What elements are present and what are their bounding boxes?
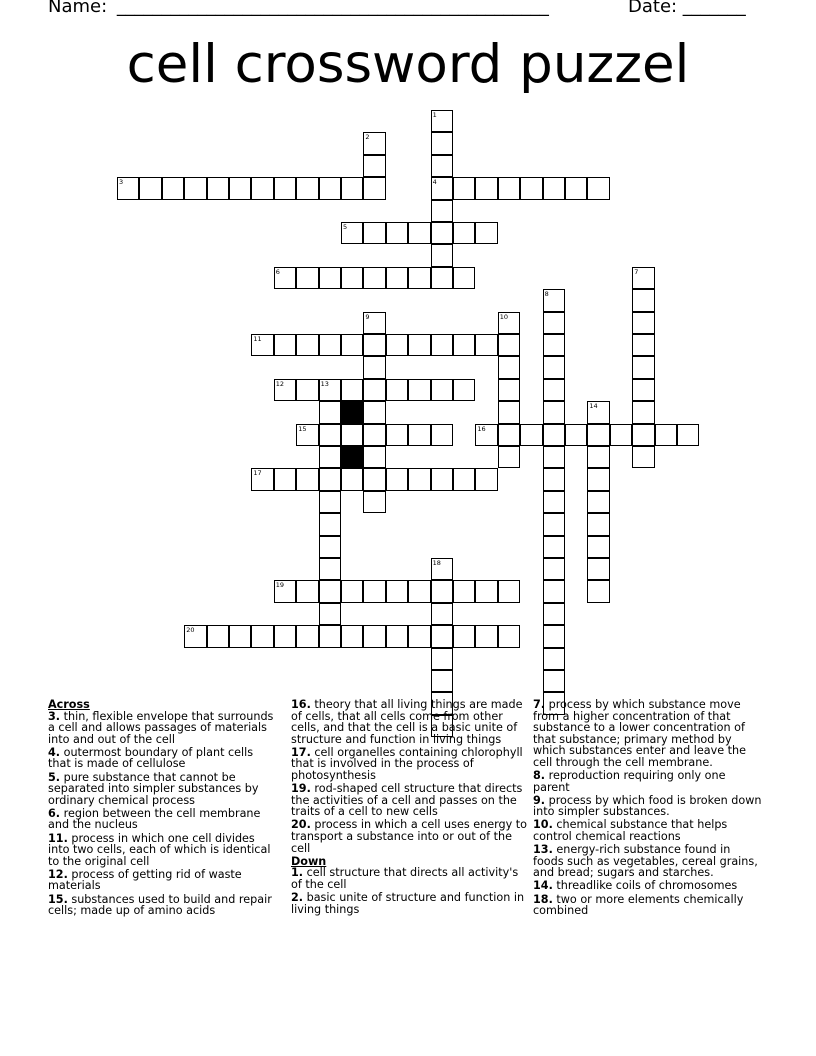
clue-item xyxy=(48,808,278,831)
grid-cell[interactable] xyxy=(587,491,609,513)
grid-cell[interactable] xyxy=(565,424,587,446)
clue-text: region between the cell membrane and the nucleus xyxy=(48,806,261,832)
clue-number: 18 xyxy=(432,559,441,567)
grid-cell[interactable] xyxy=(319,334,341,356)
grid-cell[interactable] xyxy=(632,312,654,334)
grid-cell[interactable] xyxy=(431,670,453,692)
grid-cell[interactable] xyxy=(498,356,520,378)
clue-text: substances used to build and repair cells; made up of amino acids xyxy=(48,892,272,918)
grid-cell[interactable] xyxy=(498,334,520,356)
grid-cell[interactable] xyxy=(475,580,497,602)
clue-number: 8 xyxy=(544,290,549,299)
grid-cell[interactable] xyxy=(274,580,296,602)
grid-cell[interactable] xyxy=(632,379,654,401)
grid-cell[interactable] xyxy=(363,132,385,154)
grid-cell[interactable] xyxy=(587,536,609,558)
clue-text: process in which one cell divides into two cells, each of which is identical to the original cell xyxy=(48,831,271,868)
grid-cell[interactable] xyxy=(431,110,453,132)
grid-cell[interactable] xyxy=(431,558,453,580)
clue-text: process by which food is broken down into simpler substances. xyxy=(533,793,762,819)
clue-number-label: 7. xyxy=(533,698,546,711)
grid-cell[interactable] xyxy=(386,424,408,446)
grid-cell[interactable] xyxy=(475,424,497,446)
grid-cell[interactable] xyxy=(274,379,296,401)
grid-cell[interactable] xyxy=(565,177,587,199)
clue-number: 10 xyxy=(499,312,509,321)
blocked-cell xyxy=(341,446,363,468)
grid-cell[interactable] xyxy=(363,177,385,199)
grid-cell[interactable] xyxy=(543,513,565,535)
grid-cell[interactable] xyxy=(363,491,385,513)
grid-cell[interactable] xyxy=(408,334,430,356)
clue-number-label: 9. xyxy=(533,793,546,807)
grid-cell[interactable] xyxy=(319,625,341,647)
grid-cell[interactable] xyxy=(431,648,453,670)
grid-cell[interactable] xyxy=(274,625,296,647)
clue-number: 20 xyxy=(186,626,195,635)
grid-cell[interactable] xyxy=(319,424,341,446)
grid-cell[interactable] xyxy=(319,536,341,558)
grid-cell[interactable] xyxy=(162,177,184,199)
grid-cell[interactable] xyxy=(319,513,341,535)
grid-cell[interactable] xyxy=(319,491,341,513)
grid-cell[interactable] xyxy=(319,468,341,490)
clue-item xyxy=(533,880,763,892)
grid-cell[interactable] xyxy=(363,468,385,490)
grid-cell[interactable] xyxy=(453,468,475,490)
grid-cell[interactable] xyxy=(543,558,565,580)
grid-cell[interactable] xyxy=(632,289,654,311)
grid-cell[interactable] xyxy=(543,491,565,513)
grid-cell[interactable] xyxy=(655,424,677,446)
clue-text: cell structure that directs all activity's of the cell xyxy=(291,866,519,891)
clue-text: pure substance that cannot be separated into simpler substances by ordinary chemical process xyxy=(48,770,259,807)
clue-number-label: 15. xyxy=(48,892,68,906)
grid-cell[interactable] xyxy=(431,334,453,356)
clue-item xyxy=(533,795,763,818)
grid-cell[interactable] xyxy=(543,625,565,647)
grid-cell[interactable] xyxy=(431,580,453,602)
grid-cell[interactable] xyxy=(431,625,453,647)
clue-number-label: 18. xyxy=(533,892,553,906)
grid-cell[interactable] xyxy=(274,267,296,289)
grid-cell[interactable] xyxy=(386,222,408,244)
grid-cell[interactable] xyxy=(453,580,475,602)
grid-cell[interactable] xyxy=(431,379,453,401)
grid-cell[interactable] xyxy=(475,334,497,356)
grid-cell[interactable] xyxy=(251,625,273,647)
grid-cell[interactable] xyxy=(543,468,565,490)
clue-text: outermost boundary of plant cells that is made of cellulose xyxy=(48,745,254,771)
grid-cell[interactable] xyxy=(363,312,385,334)
grid-cell[interactable] xyxy=(498,312,520,334)
grid-cell[interactable] xyxy=(520,177,542,199)
grid-cell[interactable] xyxy=(543,312,565,334)
clue-number-label: 4. xyxy=(48,745,61,759)
grid-cell[interactable] xyxy=(543,536,565,558)
grid-cell[interactable] xyxy=(475,625,497,647)
grid-cell[interactable] xyxy=(543,424,565,446)
grid-cell[interactable] xyxy=(587,446,609,468)
grid-cell[interactable] xyxy=(363,379,385,401)
name-field[interactable]: ________________________________________________ xyxy=(116,0,549,17)
grid-cell[interactable] xyxy=(229,625,251,647)
grid-cell[interactable] xyxy=(184,177,206,199)
grid-cell[interactable] xyxy=(677,424,699,446)
clue-number: 6 xyxy=(275,267,280,276)
grid-cell[interactable] xyxy=(408,625,430,647)
grid-cell[interactable] xyxy=(296,177,318,199)
clue-number-label: 13. xyxy=(533,843,553,857)
grid-cell[interactable] xyxy=(431,222,453,244)
grid-cell[interactable] xyxy=(498,401,520,423)
clue-text: theory that all living things are made of cells, that all cells come from other cells, and that the cell is a basic unite of structure and function in living things xyxy=(291,698,523,746)
clue-number: 19 xyxy=(275,581,285,590)
clue-number: 2 xyxy=(365,133,370,142)
grid-cell[interactable] xyxy=(207,177,229,199)
clue-number: 4 xyxy=(432,178,437,187)
grid-cell[interactable] xyxy=(431,132,453,154)
grid-cell[interactable] xyxy=(319,580,341,602)
grid-cell[interactable] xyxy=(363,334,385,356)
grid-cell[interactable] xyxy=(408,468,430,490)
grid-cell[interactable] xyxy=(543,446,565,468)
clue-item xyxy=(48,833,278,868)
grid-cell[interactable] xyxy=(341,222,363,244)
grid-cell[interactable] xyxy=(543,177,565,199)
clue-text: threadlike coils of chromosomes xyxy=(552,879,738,893)
grid-cell[interactable] xyxy=(453,177,475,199)
clue-item xyxy=(48,711,278,746)
clue-number-label: 5. xyxy=(48,770,61,784)
grid-cell[interactable] xyxy=(341,334,363,356)
grid-cell[interactable] xyxy=(632,334,654,356)
clue-number: 15 xyxy=(298,424,307,433)
grid-cell[interactable] xyxy=(386,379,408,401)
grid-cell[interactable] xyxy=(363,356,385,378)
grid-cell[interactable] xyxy=(341,625,363,647)
grid-cell[interactable] xyxy=(251,468,273,490)
grid-cell[interactable] xyxy=(341,468,363,490)
clue-item xyxy=(533,770,763,793)
grid-cell[interactable] xyxy=(587,424,609,446)
grid-cell[interactable] xyxy=(431,200,453,222)
grid-cell[interactable] xyxy=(632,267,654,289)
clue-number-label: 16. xyxy=(291,698,311,711)
grid-cell[interactable] xyxy=(632,356,654,378)
clue-item xyxy=(291,892,527,915)
clue-item xyxy=(48,894,278,917)
blocked-cell xyxy=(341,401,363,423)
clue-number-label: 1. xyxy=(291,866,304,880)
grid-cell[interactable] xyxy=(453,334,475,356)
clue-text: energy-rich substance found in foods such as vegetables, cereal grains, and bread; sugars and starches. xyxy=(533,843,758,880)
grid-cell[interactable] xyxy=(296,334,318,356)
clue-text: basic unite of structure and function in living things xyxy=(291,891,525,916)
clue-number: 13 xyxy=(320,379,329,388)
grid-cell[interactable] xyxy=(498,177,520,199)
clue-item xyxy=(48,869,278,892)
clue-number-label: 11. xyxy=(48,831,68,845)
clue-number: 3 xyxy=(119,178,124,187)
grid-cell[interactable] xyxy=(139,177,161,199)
clue-number: 9 xyxy=(365,312,370,321)
grid-cell[interactable] xyxy=(431,468,453,490)
grid-cell[interactable] xyxy=(296,424,318,446)
clue-text: chemical substance that helps control chemical reactions xyxy=(533,818,728,844)
grid-cell[interactable] xyxy=(319,558,341,580)
clue-section-heading: Across xyxy=(48,698,90,711)
grid-cell[interactable] xyxy=(632,401,654,423)
grid-cell[interactable] xyxy=(319,177,341,199)
clue-number-label: 19. xyxy=(291,782,311,796)
clues-column-3 xyxy=(533,699,763,918)
clue-number-label: 6. xyxy=(48,806,61,820)
clues-column-1 xyxy=(48,699,278,918)
grid-cell[interactable] xyxy=(498,424,520,446)
clue-text: process in which a cell uses energy to transport a substance into or out of the cell xyxy=(291,818,528,855)
name-label: Name: xyxy=(48,0,108,17)
clue-number: 12 xyxy=(275,379,285,388)
grid-cell[interactable] xyxy=(543,289,565,311)
grid-cell[interactable] xyxy=(475,468,497,490)
grid-cell[interactable] xyxy=(498,625,520,647)
clue-number-label: 2. xyxy=(291,891,304,904)
grid-cell[interactable] xyxy=(274,177,296,199)
clue-text: thin, flexible envelope that surrounds a cell and allows passages of materials into and out of the cell xyxy=(48,709,274,746)
grid-cell[interactable] xyxy=(453,222,475,244)
grid-cell[interactable] xyxy=(184,625,206,647)
grid-cell[interactable] xyxy=(632,424,654,446)
grid-cell[interactable] xyxy=(543,580,565,602)
grid-cell[interactable] xyxy=(319,446,341,468)
grid-cell[interactable] xyxy=(475,177,497,199)
grid-cell[interactable] xyxy=(498,580,520,602)
grid-cell[interactable] xyxy=(408,267,430,289)
grid-cell[interactable] xyxy=(207,625,229,647)
clue-number-label: 12. xyxy=(48,867,68,881)
grid-cell[interactable] xyxy=(341,580,363,602)
clue-text: process of getting rid of waste materials xyxy=(48,867,242,893)
grid-cell[interactable] xyxy=(341,424,363,446)
grid-cell[interactable] xyxy=(341,379,363,401)
clue-item xyxy=(291,747,527,782)
grid-cell[interactable] xyxy=(363,580,385,602)
grid-cell[interactable] xyxy=(274,468,296,490)
grid-cell[interactable] xyxy=(520,424,542,446)
grid-cell[interactable] xyxy=(587,468,609,490)
grid-cell[interactable] xyxy=(296,379,318,401)
grid-cell[interactable] xyxy=(363,446,385,468)
grid-cell[interactable] xyxy=(386,580,408,602)
clue-number-label: 20. xyxy=(291,818,311,832)
clue-number: 14 xyxy=(589,402,598,411)
clue-item xyxy=(533,894,763,917)
clues-column-2 xyxy=(291,699,527,917)
clue-item xyxy=(291,867,527,890)
clue-section-heading: Down xyxy=(291,854,327,868)
clue-item xyxy=(291,699,527,745)
grid-cell[interactable] xyxy=(431,603,453,625)
grid-cell[interactable] xyxy=(543,356,565,378)
grid-cell[interactable] xyxy=(408,222,430,244)
grid-cell[interactable] xyxy=(498,446,520,468)
grid-cell[interactable] xyxy=(543,603,565,625)
grid-cell[interactable] xyxy=(453,267,475,289)
grid-cell[interactable] xyxy=(498,379,520,401)
grid-cell[interactable] xyxy=(475,222,497,244)
grid-cell[interactable] xyxy=(363,155,385,177)
grid-cell[interactable] xyxy=(274,334,296,356)
date-field[interactable]: Date: _______ xyxy=(628,0,746,17)
clue-text: two or more elements chemically combined xyxy=(533,892,744,918)
grid-cell[interactable] xyxy=(610,424,632,446)
grid-cell[interactable] xyxy=(363,424,385,446)
grid-cell[interactable] xyxy=(296,468,318,490)
grid-cell[interactable] xyxy=(319,401,341,423)
puzzle-title: cell crossword puzzel xyxy=(126,34,690,95)
clue-number: 16 xyxy=(477,424,486,433)
clue-item xyxy=(291,819,527,854)
grid-cell[interactable] xyxy=(363,222,385,244)
grid-cell[interactable] xyxy=(363,267,385,289)
clue-number-label: 8. xyxy=(533,769,546,783)
clue-item xyxy=(533,844,763,879)
clue-number-label: 3. xyxy=(48,709,61,723)
grid-cell[interactable] xyxy=(453,625,475,647)
grid-cell[interactable] xyxy=(543,379,565,401)
clue-item xyxy=(533,819,763,842)
clue-text: cell organelles containing chlorophyll that is involved in the process of photosynthesis xyxy=(291,745,523,783)
grid-cell[interactable] xyxy=(543,648,565,670)
clue-text: reproduction requiring only one parent xyxy=(533,769,726,794)
grid-cell[interactable] xyxy=(319,267,341,289)
grid-cell[interactable] xyxy=(117,177,139,199)
grid-cell[interactable] xyxy=(543,334,565,356)
grid-cell[interactable] xyxy=(431,177,453,199)
grid-cell[interactable] xyxy=(408,424,430,446)
grid-cell[interactable] xyxy=(341,267,363,289)
grid-cell[interactable] xyxy=(587,177,609,199)
grid-cell[interactable] xyxy=(431,424,453,446)
clue-number-label: 17. xyxy=(291,745,311,759)
grid-cell[interactable] xyxy=(431,244,453,266)
grid-cell[interactable] xyxy=(453,379,475,401)
clue-number: 7 xyxy=(634,267,639,276)
grid-cell[interactable] xyxy=(587,401,609,423)
grid-cell[interactable] xyxy=(587,558,609,580)
grid-cell[interactable] xyxy=(363,401,385,423)
clue-item xyxy=(533,699,763,769)
clue-number-label: 14. xyxy=(533,879,553,893)
grid-cell[interactable] xyxy=(296,580,318,602)
grid-cell[interactable] xyxy=(319,379,341,401)
clue-number: 11 xyxy=(253,335,262,343)
grid-cell[interactable] xyxy=(408,580,430,602)
grid-cell[interactable] xyxy=(296,267,318,289)
grid-cell[interactable] xyxy=(341,177,363,199)
grid-cell[interactable] xyxy=(363,625,385,647)
grid-cell[interactable] xyxy=(587,513,609,535)
grid-cell[interactable] xyxy=(408,379,430,401)
clue-number-label: 10. xyxy=(533,818,553,832)
grid-cell[interactable] xyxy=(543,670,565,692)
grid-cell[interactable] xyxy=(386,267,408,289)
grid-cell[interactable] xyxy=(251,177,273,199)
clue-number: 5 xyxy=(343,223,348,231)
clue-item xyxy=(291,783,527,818)
grid-cell[interactable] xyxy=(587,580,609,602)
grid-cell[interactable] xyxy=(431,155,453,177)
grid-cell[interactable] xyxy=(431,267,453,289)
grid-cell[interactable] xyxy=(386,625,408,647)
clue-text: rod-shaped cell structure that directs the activities of a cell and passes on the traits of a cell to new cells xyxy=(291,782,523,819)
clue-item xyxy=(48,772,278,807)
grid-cell[interactable] xyxy=(229,177,251,199)
clue-item xyxy=(48,747,278,770)
grid-cell[interactable] xyxy=(543,401,565,423)
grid-cell[interactable] xyxy=(251,334,273,356)
grid-cell[interactable] xyxy=(319,603,341,625)
clue-number: 1 xyxy=(432,111,437,119)
clue-text: process by which substance move from a higher concentration of that substance to a lower concentration of that substance; primary method by which substances enter and leave the cell through the cell membrane. xyxy=(533,698,747,769)
grid-cell[interactable] xyxy=(386,334,408,356)
grid-cell[interactable] xyxy=(296,625,318,647)
grid-cell[interactable] xyxy=(632,446,654,468)
grid-cell[interactable] xyxy=(386,468,408,490)
clue-number: 17 xyxy=(253,469,262,478)
